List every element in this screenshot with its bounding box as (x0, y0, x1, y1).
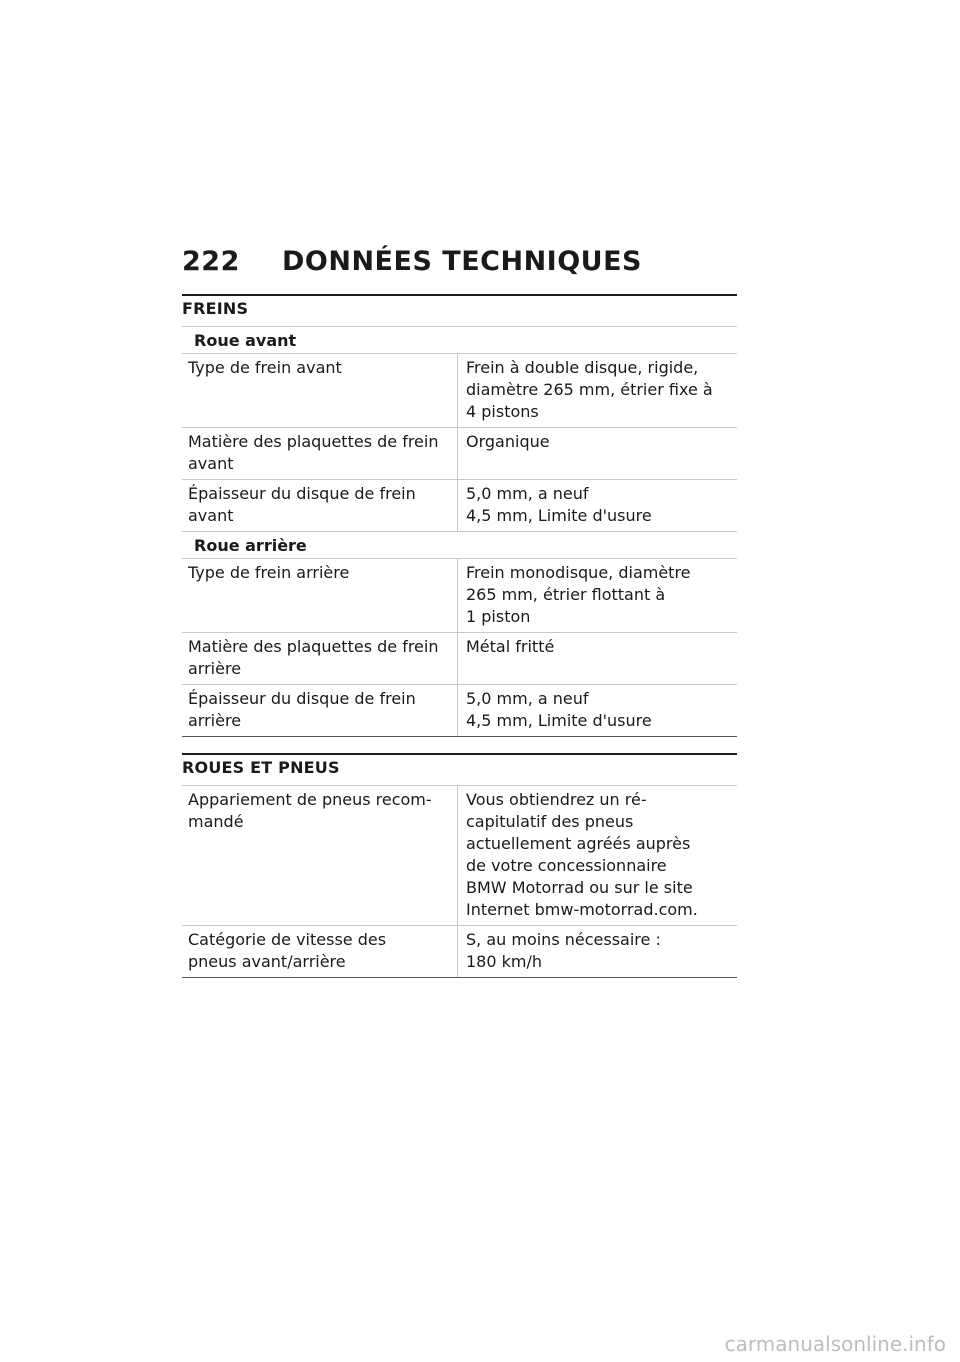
watermark: carmanualsonline.info (724, 1332, 946, 1356)
table-row (182, 559, 737, 633)
section-title: ROUES ET PNEUS (182, 755, 737, 786)
section-roues-et-pneus (182, 753, 737, 978)
page-title: DONNÉES TECHNIQUES (282, 246, 642, 277)
table-row (182, 633, 737, 685)
table-row (182, 480, 737, 532)
spec-value: S, au moins nécessaire : 180 km/h (466, 930, 661, 971)
spec-value: 5,0 mm, a neuf 4,5 mm, Limite d'usure (466, 689, 652, 730)
spec-value: Organique (466, 432, 550, 451)
table-row (182, 685, 737, 737)
table-row (182, 354, 737, 428)
table-row (182, 786, 737, 926)
page-header (182, 246, 742, 277)
page-number: 222 (182, 246, 240, 277)
table-row (182, 926, 737, 978)
spec-label: Appariement de pneus recom- mandé (182, 786, 458, 925)
spec-value: 5,0 mm, a neuf 4,5 mm, Limite d'usure (466, 484, 652, 525)
subheading-roue-avant: Roue avant (182, 327, 737, 354)
spec-label: Catégorie de vitesse des pneus avant/arrière (182, 926, 458, 977)
spec-label: Type de frein avant (182, 354, 458, 427)
table-row (182, 428, 737, 480)
spec-label: Épaisseur du disque de frein arrière (182, 685, 458, 736)
spec-label: Type de frein arrière (182, 559, 458, 632)
section-title: FREINS (182, 296, 737, 327)
spec-label: Épaisseur du disque de frein avant (182, 480, 458, 531)
spec-value: Métal fritté (466, 637, 555, 656)
spec-label: Matière des plaquettes de frein arrière (182, 633, 458, 684)
spec-value: Vous obtiendrez un ré- capitulatif des pneus actuellement agréés auprès de votre concessionnaire BMW Motorrad ou sur le site Internet bmw-motorrad.com. (466, 790, 698, 919)
spec-value: Frein à double disque, rigide, diamètre 265 mm, étrier fixe à 4 pistons (466, 358, 713, 421)
spec-value: Frein monodisque, diamètre 265 mm, étrier flottant à 1 piston (466, 563, 691, 626)
spec-content (182, 294, 737, 978)
subheading-roue-arriere: Roue arrière (182, 532, 737, 559)
spec-label: Matière des plaquettes de frein avant (182, 428, 458, 479)
section-freins (182, 294, 737, 737)
